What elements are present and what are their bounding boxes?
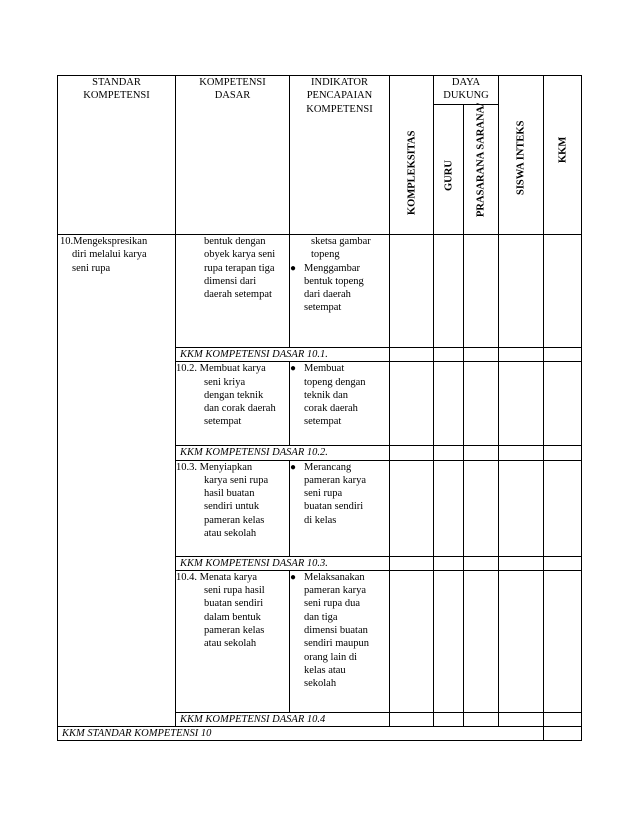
empty-cell <box>434 235 464 348</box>
empty-cell <box>434 446 464 460</box>
header-indikator: INDIKATOR PENCAPAIAN KOMPETENSI <box>290 76 390 235</box>
header-prasarana: PRASARANA SARANA/ <box>464 105 499 235</box>
empty-cell <box>544 362 582 446</box>
empty-cell <box>499 712 544 726</box>
kkm-kd-10-3-label: KKM KOMPETENSI DASAR 10.3. <box>176 556 390 570</box>
bullet-icon: ● <box>290 262 297 274</box>
header-standar-kompetensi: STANDAR KOMPETENSI <box>58 76 176 235</box>
empty-cell <box>464 362 499 446</box>
empty-cell <box>499 460 544 556</box>
indikator-10-3: ● Merancang pameran karya seni rupa buatan sendiri di kelas <box>290 460 390 556</box>
empty-cell <box>390 460 434 556</box>
empty-cell <box>499 348 544 362</box>
empty-cell <box>434 348 464 362</box>
header-siswa-inteks: SISWA INTEKS <box>499 76 544 235</box>
empty-cell <box>464 712 499 726</box>
empty-cell <box>499 570 544 712</box>
empty-cell <box>464 556 499 570</box>
empty-cell <box>390 712 434 726</box>
empty-cell <box>464 460 499 556</box>
empty-cell <box>499 556 544 570</box>
bullet-icon: ● <box>290 571 297 583</box>
header-kompetensi-dasar: KOMPETENSI DASAR <box>176 76 290 235</box>
header-kkm: KKM <box>544 76 582 235</box>
indikator-10-4: ● Melaksanakan pameran karya seni rupa dua dan tiga dimensi buatan sendiri maupun orang lain di kelas atau sekolah <box>290 570 390 712</box>
header-daya-dukung: DAYA DUKUNG <box>434 76 499 105</box>
empty-cell <box>434 362 464 446</box>
empty-cell <box>390 235 434 348</box>
standar-kompetensi-cell: 10.Mengekspresikan diri melalui karya seni rupa <box>58 235 176 727</box>
header-guru: GURU <box>434 105 464 235</box>
kkm-kd-10-1-label: KKM KOMPETENSI DASAR 10.1. <box>176 348 390 362</box>
bullet-icon: ● <box>290 461 297 473</box>
empty-cell <box>434 570 464 712</box>
empty-cell <box>544 712 582 726</box>
header-kompleksitas: KOMPLEKSITAS <box>390 76 434 235</box>
empty-cell <box>434 460 464 556</box>
kompetensi-dasar-10-2: 10.2. Membuat karya seni kriya dengan teknik dan corak daerah setempat <box>176 362 290 446</box>
empty-cell <box>390 446 434 460</box>
empty-cell <box>544 727 582 741</box>
empty-cell <box>544 460 582 556</box>
kkm-standar-kompetensi-label: KKM STANDAR KOMPETENSI 10 <box>58 727 544 741</box>
empty-cell <box>544 446 582 460</box>
empty-cell <box>499 235 544 348</box>
kkm-kd-10-2-label: KKM KOMPETENSI DASAR 10.2. <box>176 446 390 460</box>
indikator-10-1: sketsa gambar topeng ● Menggambar bentuk topeng dari daerah setempat <box>290 235 390 348</box>
empty-cell <box>544 556 582 570</box>
kompetensi-dasar-10-4: 10.4. Menata karya seni rupa hasil buatan sendiri dalam bentuk pameran kelas atau sekolah <box>176 570 290 712</box>
empty-cell <box>544 570 582 712</box>
kkm-kd-10-4-label: KKM KOMPETENSI DASAR 10.4 <box>176 712 390 726</box>
indikator-10-2: ● Membuat topeng dengan teknik dan corak daerah setempat <box>290 362 390 446</box>
empty-cell <box>464 570 499 712</box>
empty-cell <box>390 362 434 446</box>
empty-cell <box>434 556 464 570</box>
empty-cell <box>390 556 434 570</box>
empty-cell <box>390 570 434 712</box>
empty-cell <box>434 712 464 726</box>
empty-cell <box>390 348 434 362</box>
empty-cell <box>464 446 499 460</box>
empty-cell <box>544 235 582 348</box>
empty-cell <box>499 446 544 460</box>
kkm-table <box>57 75 582 741</box>
empty-cell <box>499 362 544 446</box>
bullet-icon: ● <box>290 363 297 375</box>
empty-cell <box>544 348 582 362</box>
empty-cell <box>464 235 499 348</box>
kompetensi-dasar-10-3: 10.3. Menyiapkan karya seni rupa hasil buatan sendiri untuk pameran kelas atau sekolah <box>176 460 290 556</box>
kompetensi-dasar-10-1: bentuk dengan obyek karya seni rupa terapan tiga dimensi dari daerah setempat <box>176 235 290 348</box>
empty-cell <box>464 348 499 362</box>
